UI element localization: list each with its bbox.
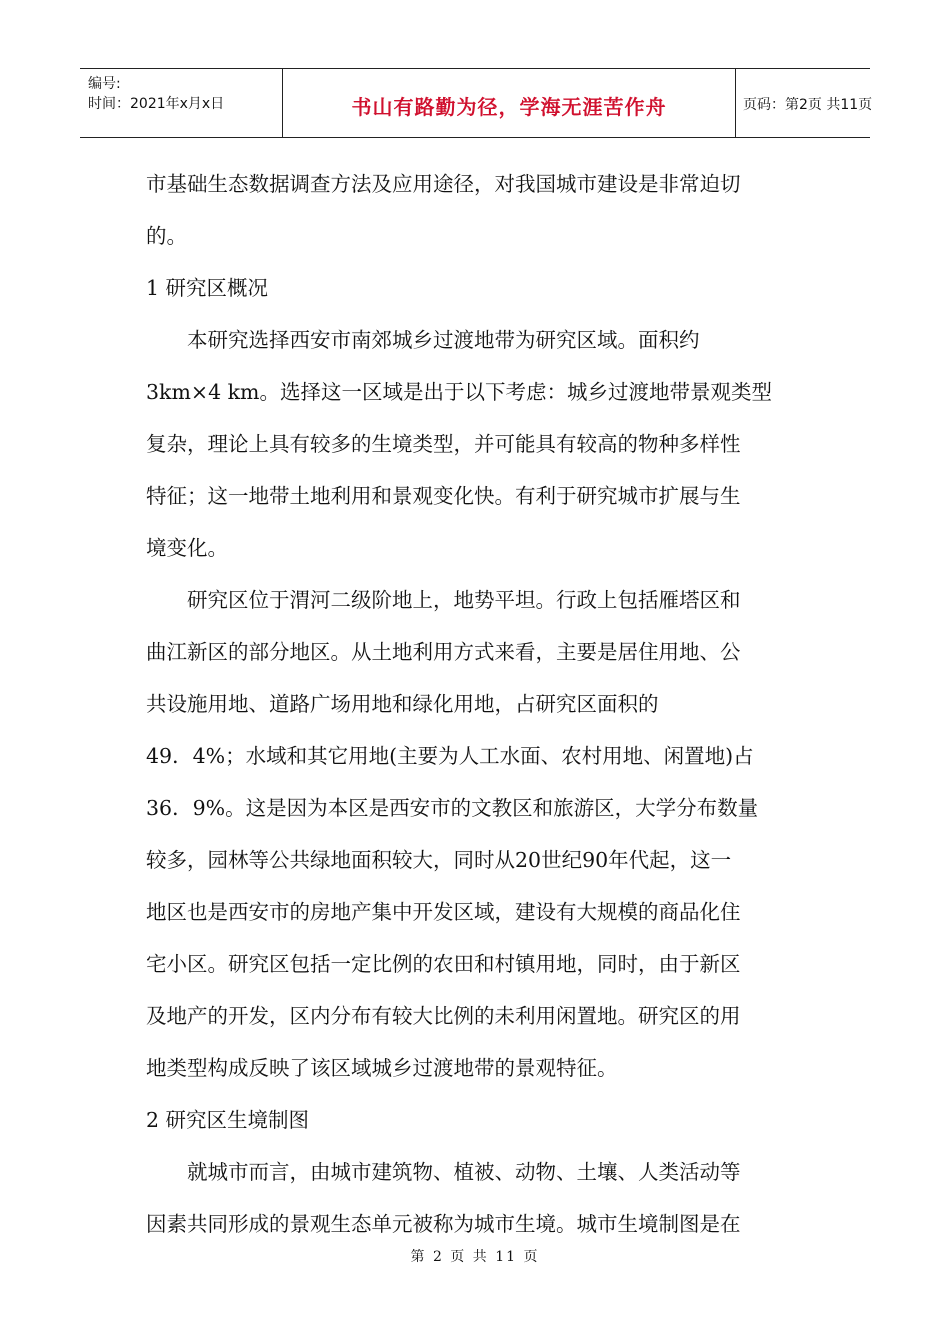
- body-line: 特征；这一地带土地利用和景观变化快。有利于研究城市扩展与生: [146, 484, 741, 508]
- body-line: 36．9%。这是因为本区是西安市的文教区和旅游区，大学分布数量: [146, 796, 759, 820]
- body-line: 49．4%；水域和其它用地(主要为人工水面、农村用地、闲置地)占: [146, 744, 754, 768]
- body-line: 及地产的开发，区内分布有较大比例的未利用闲置地。研究区的用: [146, 1004, 741, 1028]
- body-line: 研究区位于渭河二级阶地上，地势平坦。行政上包括雁塔区和: [187, 588, 741, 612]
- body-line: 复杂，理论上具有较多的生境类型，并可能具有较高的物种多样性: [146, 432, 741, 456]
- section-heading: 1 研究区概况: [146, 276, 269, 300]
- body-line: 境变化。: [146, 536, 228, 560]
- body-line: 就城市而言，由城市建筑物、植被、动物、土壤、人类活动等: [187, 1160, 741, 1184]
- body-line: 地区也是西安市的房地产集中开发区域，建设有大规模的商品化住: [146, 900, 741, 924]
- header-page-code: 页码：第2页 共11页: [743, 97, 873, 113]
- header-left-cell: [80, 69, 282, 137]
- body-line: 因素共同形成的景观生态单元被称为城市生境。城市生境制图是在: [146, 1212, 741, 1236]
- body-line: 共设施用地、道路广场用地和绿化用地，占研究区面积的: [146, 692, 659, 716]
- body-line: 宅小区。研究区包括一定比例的农田和村镇用地，同时，由于新区: [146, 952, 741, 976]
- body-line: 本研究选择西安市南郊城乡过渡地带为研究区域。面积约: [187, 328, 700, 352]
- body-line: 地类型构成反映了该区域城乡过渡地带的景观特征。: [146, 1056, 618, 1080]
- body-line: 较多，园林等公共绿地面积较大，同时从20世纪90年代起，这一: [146, 848, 732, 872]
- section-heading: 2 研究区生境制图: [146, 1108, 310, 1132]
- document-time-label: 时间：2021年x月x日: [88, 96, 225, 112]
- page-header: [80, 68, 873, 138]
- header-middle-cell: [282, 69, 736, 137]
- header-motto: 书山有路勤为径，学海无涯苦作舟: [351, 95, 667, 119]
- body-line: 的。: [146, 224, 187, 248]
- body-line: 3km×4 km。选择这一区域是出于以下考虑：城乡过渡地带景观类型: [146, 380, 772, 404]
- document-body: [146, 158, 806, 1250]
- body-line: 曲江新区的部分地区。从土地利用方式来看，主要是居住用地、公: [146, 640, 741, 664]
- document-number-label: 编号:: [88, 76, 121, 92]
- body-line: 市基础生态数据调查方法及应用途径，对我国城市建设是非常迫切: [146, 172, 741, 196]
- header-right-cell: [735, 69, 873, 137]
- page-footer: 第 2 页 共 11 页: [410, 1249, 540, 1265]
